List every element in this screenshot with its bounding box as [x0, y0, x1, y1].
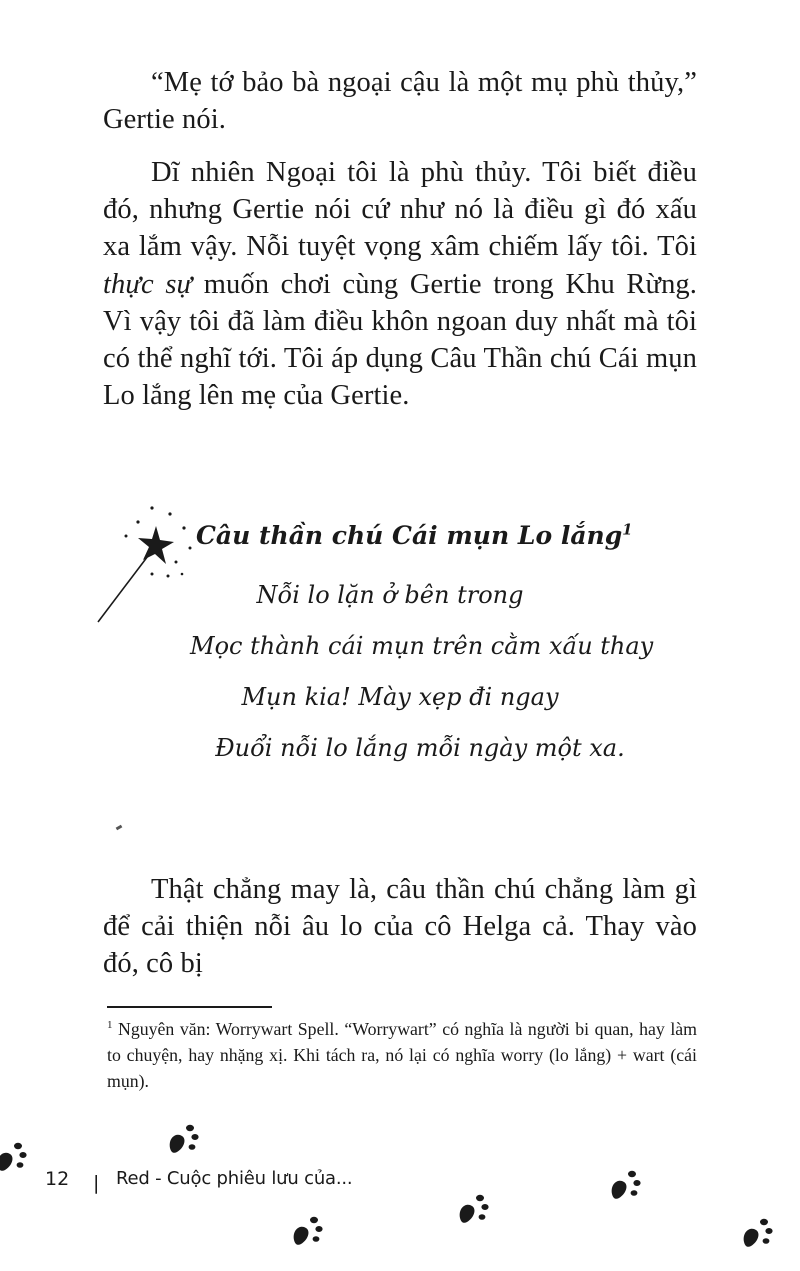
paw-print-icon: [454, 1188, 494, 1228]
footnote: $^1$ Nguyên văn: Worrywart Spell. “Worrywart” có nghĩa là người bi quan, hay làm to chuyện, hay nhặng xị. Khi tách ra, nó lại có nghĩa worry (lo lắng) + wart (cái mụn).: [107, 1019, 697, 1091]
paw-print-icon: [606, 1164, 646, 1204]
paw-print-icon: [738, 1212, 778, 1252]
footnote-number: 1: [107, 1019, 113, 1032]
paragraph-1: “Mẹ tớ bảo bà ngoại cậu là một mụ phù thủy,” Gertie nói.: [103, 67, 697, 136]
footnote-marker: 1: [622, 520, 633, 539]
spell-title: Câu thần chú Cái mụn Lo lắng$^1$: [196, 520, 633, 550]
running-title: Red - Cuộc phiêu lưu của...: [116, 1168, 353, 1189]
verse-line-1: Nỗi lo lặn ở bên trong: [256, 581, 524, 609]
page-number: 12: [45, 1168, 70, 1190]
paw-print-icon: [288, 1210, 328, 1250]
footnote-divider: [107, 1006, 272, 1008]
emphasis-text: thực sự: [103, 268, 193, 300]
paragraph-2: Dĩ nhiên Ngoại tôi là phù thủy. Tôi biết điều đó, nhưng Gertie nói cứ như nó là điều gì đó xấu xa lắm vậy. Nỗi tuyệt vọng xâm chiếm lấy tôi. Tôi thực sự muốn chơi cùng Gertie trong Khu Rừng. Vì vậy tôi đã làm điều khôn ngoan duy nhất mà tôi có thể nghĩ tới. Tôi áp dụng Câu Thần chú Cái mụn Lo lắng lên mẹ của Gertie.: [103, 157, 697, 412]
paw-print-icon: [0, 1136, 32, 1176]
verse-line-3: Mụn kia! Mày xẹp đi ngay: [241, 683, 559, 711]
paragraph-3: Thật chẳng may là, câu thần chú chẳng làm gì để cải thiện nỗi âu lo của cô Helga cả. Thay vào đó, cô bị: [103, 874, 697, 980]
footer-separator: |: [93, 1172, 100, 1194]
paw-print-icon: [164, 1118, 204, 1158]
spell-verse: [150, 570, 654, 774]
verse-line-2: Mọc thành cái mụn trên cằm xấu thay: [190, 632, 654, 660]
verse-line-4: Đuổi nỗi lo lắng mỗi ngày một xa.: [215, 734, 625, 762]
stray-mark: [116, 825, 123, 831]
